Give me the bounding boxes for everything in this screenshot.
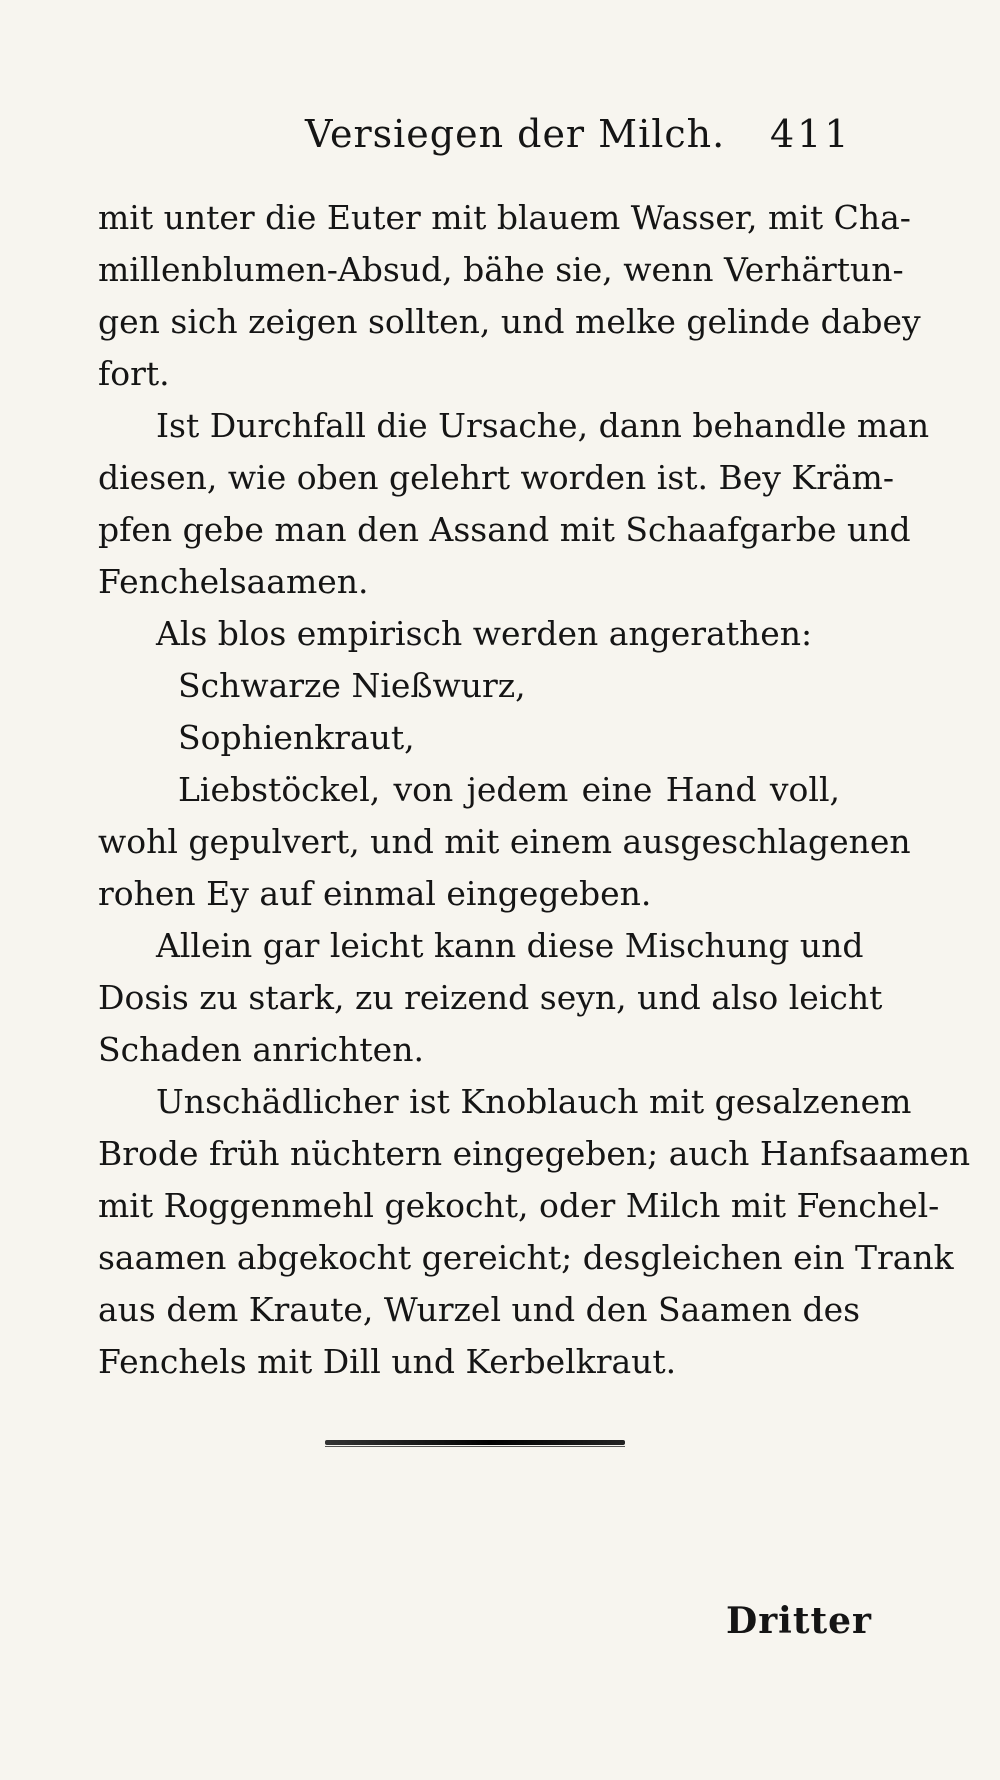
text-line: Unschädlicher ist Knoblauch mit gesalzenem <box>156 1082 912 1121</box>
text-line: fort. <box>98 354 170 393</box>
catchword: Dritter <box>726 1600 872 1642</box>
body-text <box>98 192 971 1388</box>
text-line: Brode früh nüchtern eingegeben; auch Hanfsaamen <box>98 1134 971 1173</box>
list-item: Schwarze Nießwurz, <box>178 666 526 705</box>
text-line: Fenchelsaamen. <box>98 562 369 601</box>
list-item: Liebstöckel, von jedem eine Hand voll, <box>178 770 840 809</box>
text-line: rohen Ey auf einmal eingegeben. <box>98 874 652 913</box>
section-rule-underline <box>325 1446 625 1447</box>
page-number: 411 <box>770 112 852 156</box>
text-line: aus dem Kraute, Wurzel und den Saamen des <box>98 1290 861 1329</box>
text-line: millenblumen-Absud, bähe sie, wenn Verhärtun- <box>98 250 904 289</box>
text-line: Schaden anrichten. <box>98 1030 424 1069</box>
list-item: Sophienkraut, <box>178 718 415 757</box>
running-title: Versiegen der Milch. <box>305 112 726 156</box>
text-line: Dosis zu stark, zu reizend seyn, und also leicht <box>98 978 883 1017</box>
section-rule <box>325 1440 625 1445</box>
text-line: gen sich zeigen sollten, und melke gelinde dabey <box>98 302 921 341</box>
text-line: mit unter die Euter mit blauem Wasser, mit Cha- <box>98 198 911 237</box>
text-line: Ist Durchfall die Ursache, dann behandle man <box>156 406 930 445</box>
text-line: wohl gepulvert, und mit einem ausgeschlagenen <box>98 822 911 861</box>
text-line: diesen, wie oben gelehrt worden ist. Bey Kräm- <box>98 458 894 497</box>
text-line: Als blos empirisch werden angerathen: <box>156 614 813 653</box>
text-line: Allein gar leicht kann diese Mischung und <box>156 926 864 965</box>
text-line: pfen gebe man den Assand mit Schaafgarbe und <box>98 510 911 549</box>
running-head <box>0 112 1000 162</box>
text-line: Fenchels mit Dill und Kerbelkraut. <box>98 1342 677 1381</box>
text-line: mit Roggenmehl gekocht, oder Milch mit Fenchel- <box>98 1186 940 1225</box>
text-line: saamen abgekocht gereicht; desgleichen ein Trank <box>98 1238 954 1277</box>
